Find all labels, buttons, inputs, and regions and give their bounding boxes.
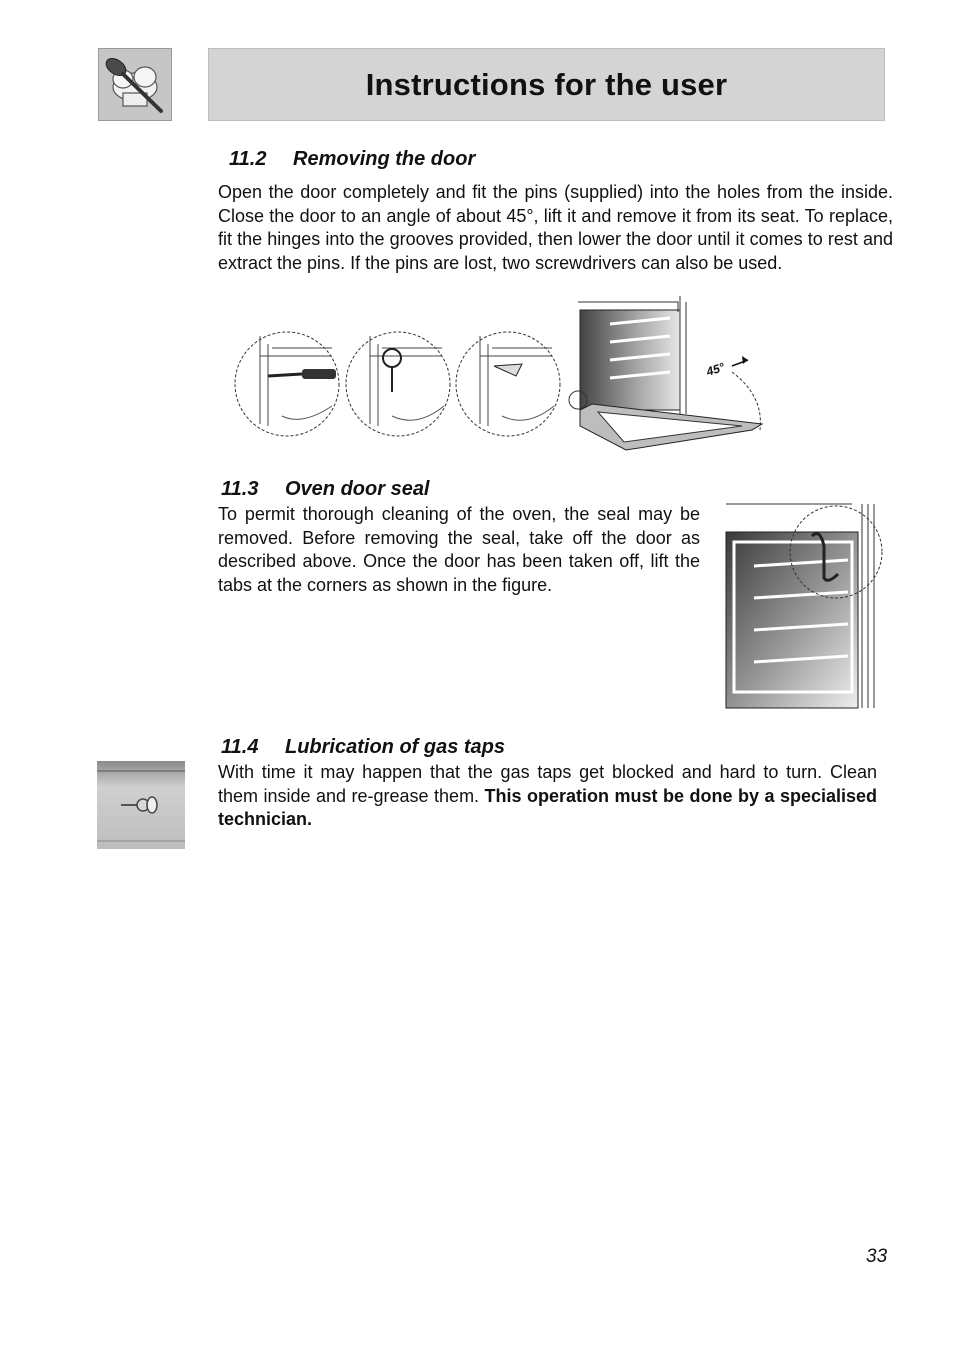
hinge-detail-tab xyxy=(456,332,560,436)
page-number: 33 xyxy=(866,1246,888,1267)
gas-taps-warning: This operation must be done by a specialised technician. xyxy=(218,785,878,829)
door-removal-illustration xyxy=(232,296,768,456)
chef-hat-spoon-icon xyxy=(99,49,171,120)
section-title: Oven door seal xyxy=(285,478,430,500)
section-heading-removing-door xyxy=(229,148,475,171)
angle-label: 45° xyxy=(704,359,727,379)
section-heading-oven-seal xyxy=(221,478,430,501)
section-number: 11.2 xyxy=(229,148,267,170)
section-number: 11.4 xyxy=(221,736,259,758)
section-body-gas-taps xyxy=(218,761,877,832)
page-title: Instructions for the user xyxy=(365,66,728,102)
section-title: Removing the door xyxy=(293,148,476,170)
section-body-removing-door: Open the door completely and fit the pins (supplied) into the holes from the inside. Close the door to an angle of about 45°, lift it and remove it from its seat. To replace, fit the hinges into the grooves provided, then lower the door until it comes to rest and extract the pins. If the pins are lost, two screwdrivers can also be used. xyxy=(218,182,893,273)
hinge-detail-screwdriver xyxy=(235,332,339,436)
section-title: Lubrication of gas taps xyxy=(285,736,506,758)
header-title-bar xyxy=(208,48,885,121)
section-number: 11.3 xyxy=(221,478,259,500)
gas-taps-body-text: With time it may happen that the gas taps get blocked and hard to turn. Clean them inside and re-grease them. xyxy=(218,762,877,806)
oven-seal-illustration xyxy=(724,502,886,710)
hinge-detail-pin xyxy=(346,332,450,436)
oven-open-door xyxy=(569,296,762,450)
section-body-oven-seal: To permit thorough cleaning of the oven, the seal may be removed. Before removing the seal, take off the door as described above. Once the door has been taken off, lift the tabs at the corners as shown in the figure. xyxy=(218,504,700,595)
gas-tap-icon xyxy=(97,761,185,849)
section-heading-gas-taps xyxy=(221,736,505,759)
header-logo xyxy=(98,48,172,121)
